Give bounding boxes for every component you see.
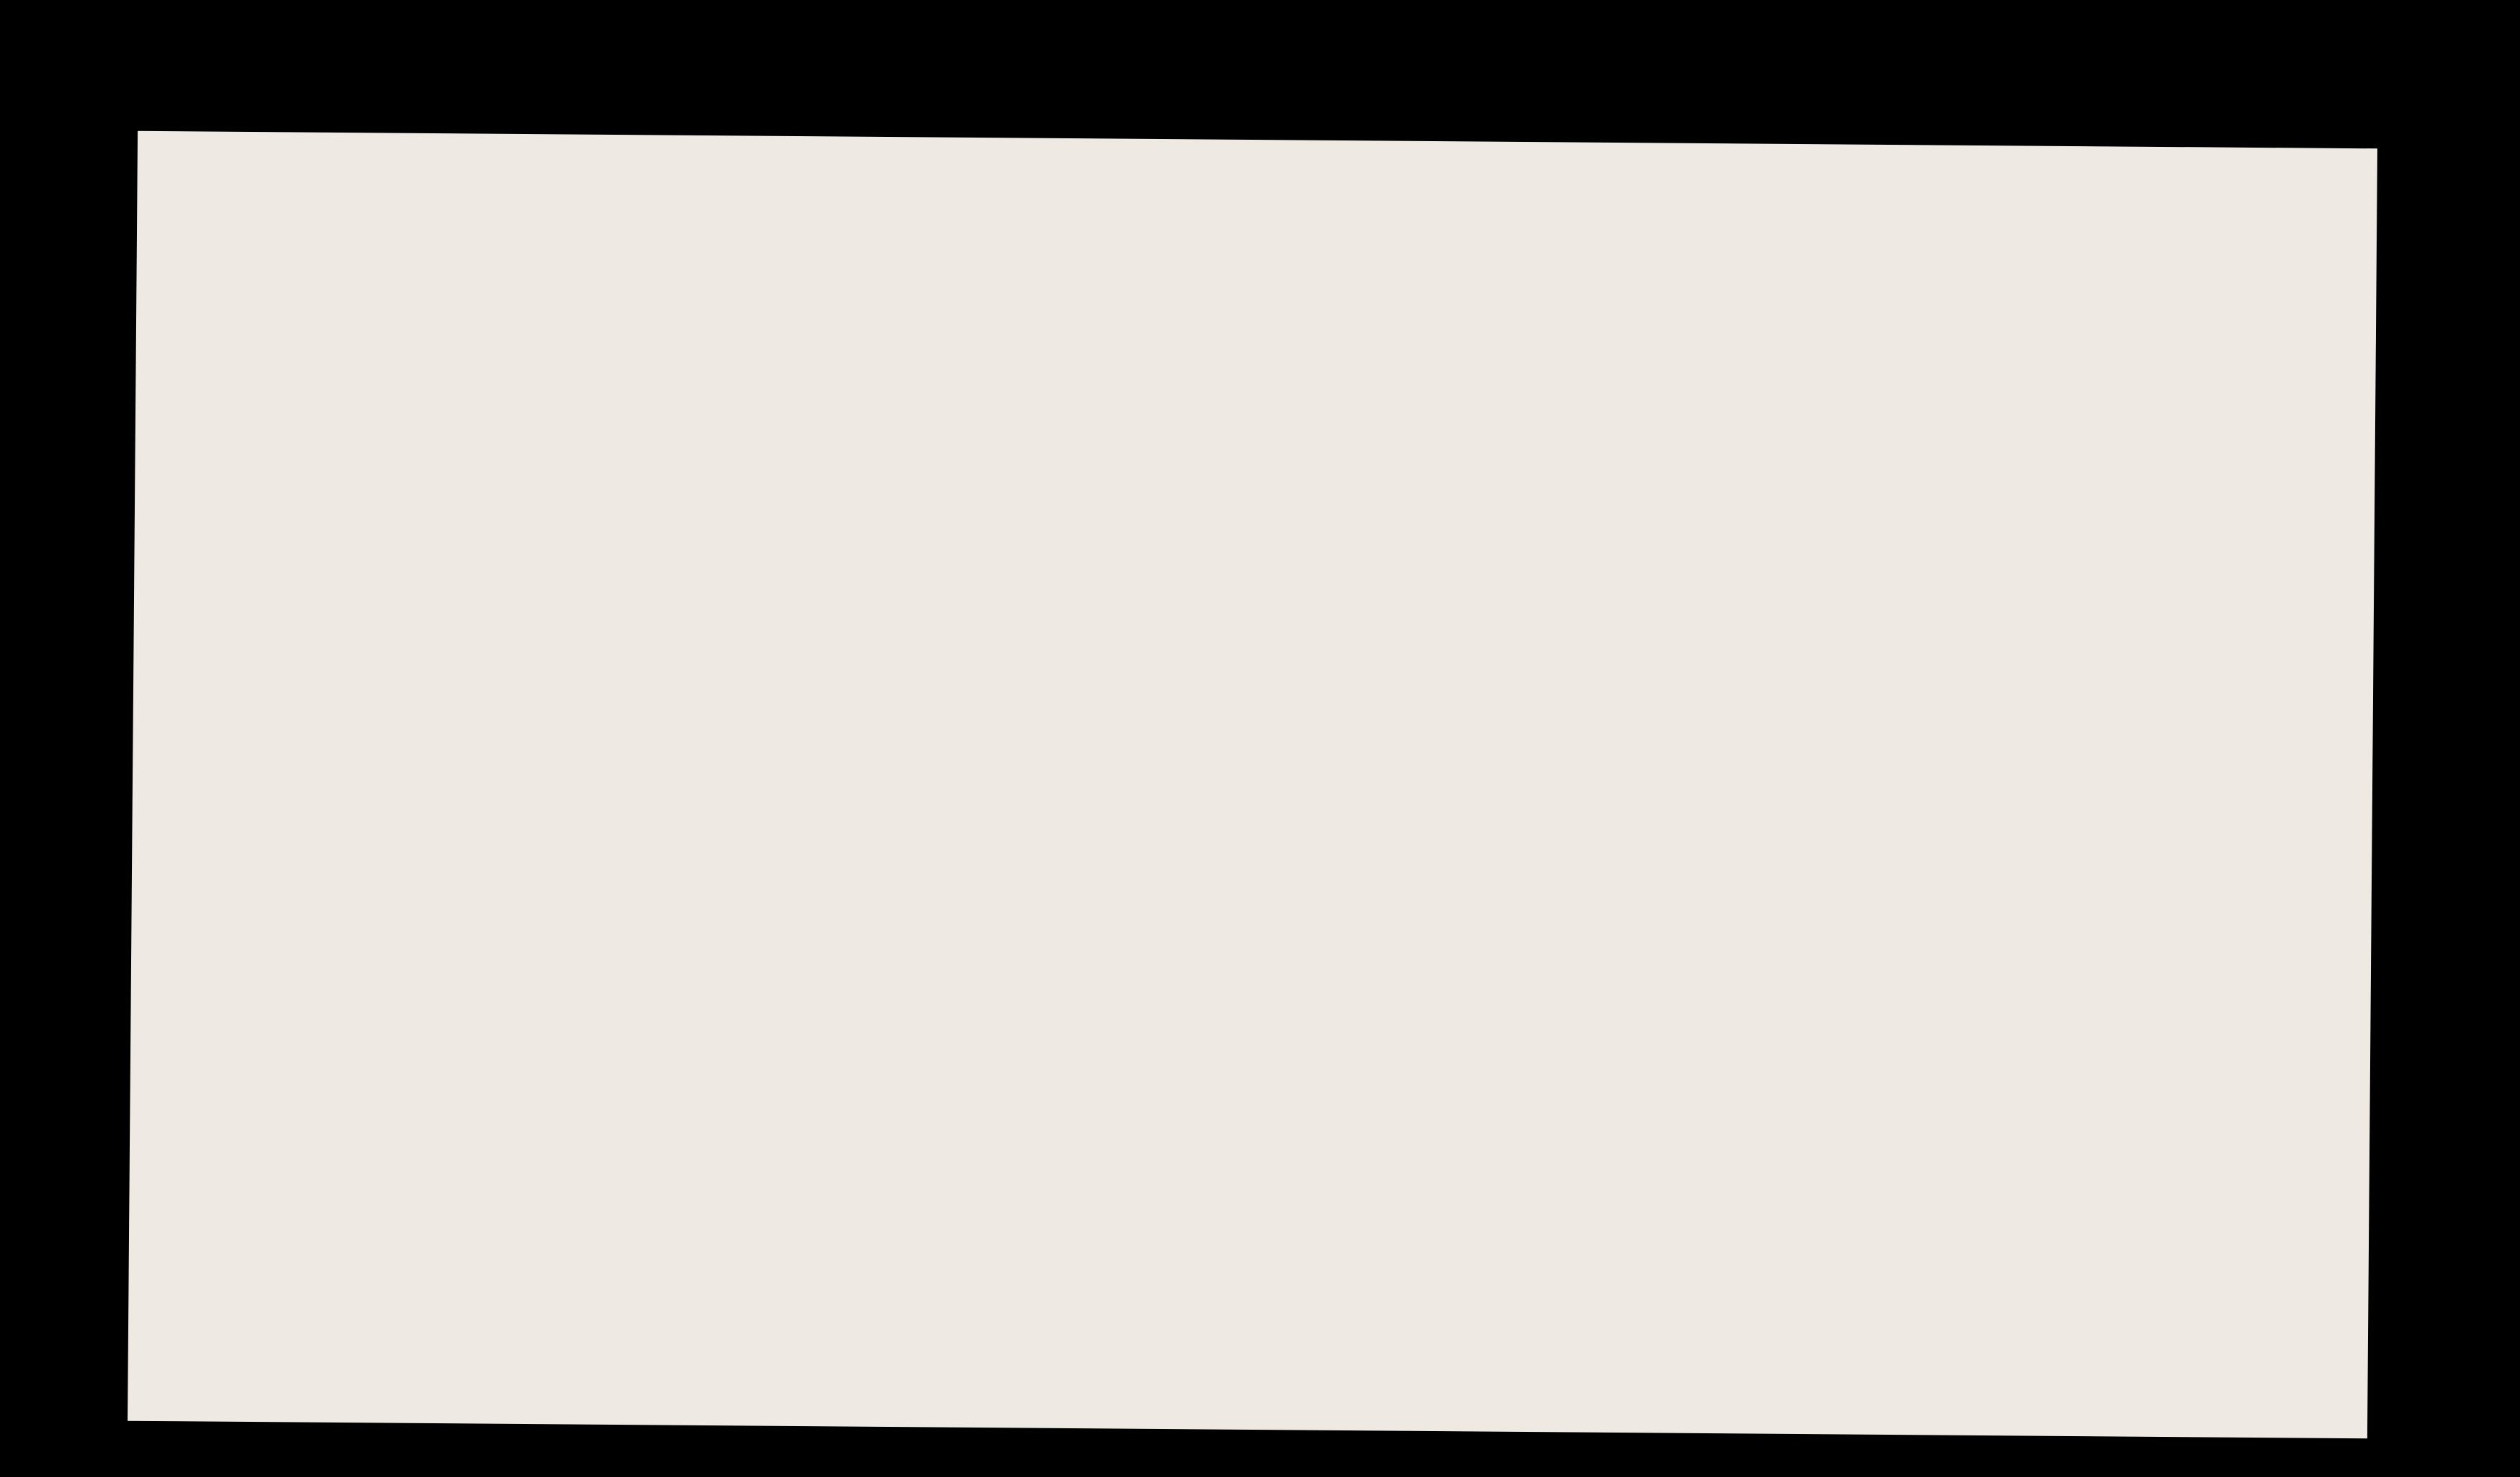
household-section [130, 769, 1838, 1184]
population-section [133, 131, 1600, 780]
census-card [128, 131, 2377, 1438]
livestock-section [128, 1170, 1836, 1435]
land-section [1769, 144, 2377, 1439]
ministry-header [1595, 143, 1775, 782]
